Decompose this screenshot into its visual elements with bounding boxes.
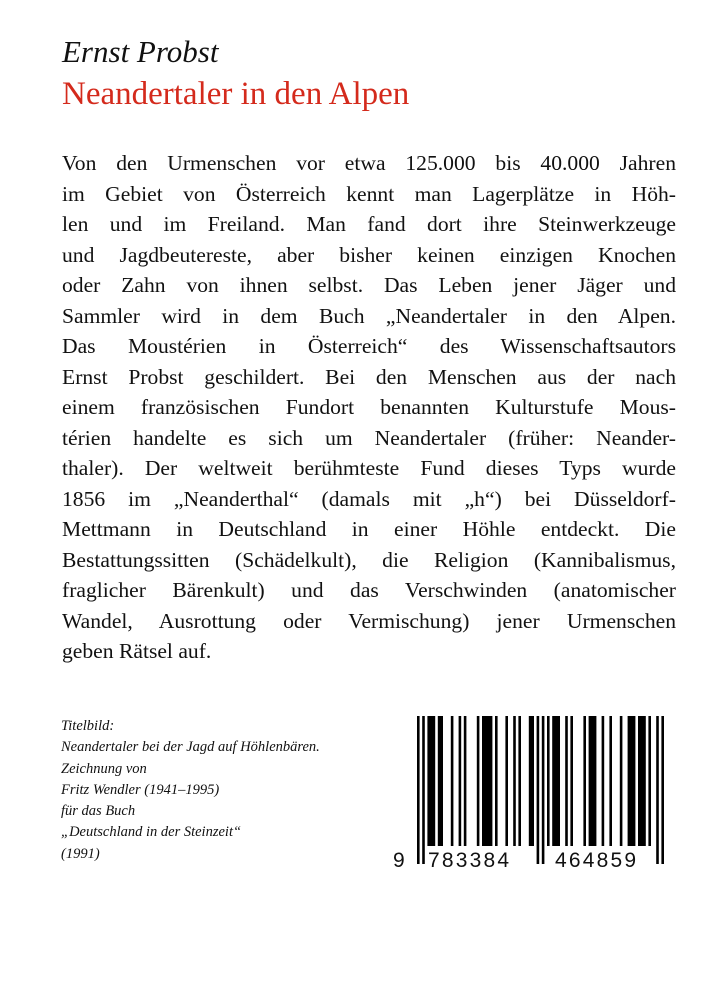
blurb-line: Bestattungssitten (Schädelkult), die Religion (Kannibalismus, bbox=[62, 547, 676, 572]
blurb-line: fraglicher Bärenkult) und das Verschwinden (anatomischer bbox=[62, 578, 676, 602]
barcode-bar bbox=[464, 716, 467, 846]
barcode-bar bbox=[628, 716, 636, 846]
barcode-bar bbox=[609, 716, 612, 846]
barcode-bar bbox=[477, 716, 480, 846]
barcode-bar bbox=[648, 716, 651, 846]
blurb-line: einem französischen Fundort benannten Kulturstufe Mous- bbox=[62, 395, 676, 419]
blurb-text bbox=[62, 148, 676, 667]
barcode-bar bbox=[570, 716, 573, 846]
credit-line: Titelbild: bbox=[61, 718, 115, 734]
barcode-bar bbox=[565, 716, 568, 846]
blurb-line: 1856 im „Neanderthal“ (damals mit „h“) bei Düsseldorf- bbox=[62, 486, 676, 511]
blurb-line: térien handelte es sich um Neandertaler (früher: Neander- bbox=[62, 425, 676, 450]
author-name: Ernst Probst bbox=[62, 34, 219, 69]
blurb-line: len und im Freiland. Man fand dort ihre Steinwerkzeuge bbox=[62, 212, 676, 236]
credit-line: Zeichnung von bbox=[61, 760, 147, 777]
barcode-bar bbox=[505, 716, 508, 846]
barcode-bar bbox=[495, 716, 498, 846]
barcode-guard-bar bbox=[417, 716, 420, 864]
book-title: Neandertaler in den Alpen bbox=[62, 76, 410, 112]
blurb-line: thaler). Der weltweit berühmteste Fund dieses Typs wurde bbox=[62, 456, 676, 480]
blurb-line: Wandel, Ausrottung oder Vermischung) jener Urmenschen bbox=[62, 608, 676, 633]
barcode-bar bbox=[547, 716, 550, 846]
barcode-right-digits: 464859 bbox=[555, 849, 639, 872]
blurb-line: geben Rätsel auf. bbox=[62, 639, 212, 663]
barcode-bar bbox=[482, 716, 492, 846]
blurb-line: Sammler wird in dem Buch „Neandertaler in den Alpen. bbox=[62, 303, 676, 328]
barcode-guard-bar bbox=[422, 716, 425, 864]
barcode-guard-bar bbox=[542, 716, 545, 864]
barcode-guard-bar bbox=[656, 716, 659, 864]
barcode-bar bbox=[602, 716, 605, 846]
blurb-line: oder Zahn von ihnen selbst. Das Leben jener Jäger und bbox=[62, 273, 676, 297]
credit-line: Neandertaler bei der Jagd auf Höhlenbären. bbox=[61, 739, 320, 756]
barcode-bar bbox=[451, 716, 454, 846]
barcode-guard-bar bbox=[661, 716, 664, 864]
credit-line: (1991) bbox=[61, 845, 100, 862]
barcode-prefix-digit: 9 bbox=[393, 849, 407, 872]
cover-image-credits bbox=[61, 716, 320, 865]
barcode-bar bbox=[427, 716, 435, 846]
isbn-barcode bbox=[393, 712, 683, 872]
blurb-line: Mettmann in Deutschland in einer Höhle entdeckt. Die bbox=[62, 517, 676, 541]
barcode-bar bbox=[552, 716, 560, 846]
credit-line: „Deutschland in der Steinzeit“ bbox=[61, 824, 242, 841]
barcode-bar bbox=[459, 716, 462, 846]
barcode-bar bbox=[583, 716, 586, 846]
barcode-guard-bar bbox=[537, 716, 540, 864]
barcode-bar bbox=[518, 716, 521, 846]
barcode-bar bbox=[620, 716, 623, 846]
barcode-bar bbox=[638, 716, 646, 846]
credit-line: Fritz Wendler (1941–1995) bbox=[61, 781, 220, 798]
barcode-bars bbox=[393, 712, 683, 872]
blurb-line: Das Moustérien in Österreich“ des Wissenschaftsautors bbox=[62, 334, 676, 358]
credit-line: für das Buch bbox=[61, 803, 136, 820]
blurb-line: Ernst Probst geschildert. Bei den Menschen aus der nach bbox=[62, 364, 676, 389]
barcode-bar bbox=[438, 716, 443, 846]
blurb-line: und Jagdbeutereste, aber bisher keinen einzigen Knochen bbox=[62, 242, 676, 267]
barcode-bar bbox=[529, 716, 534, 846]
barcode-left-digits: 783384 bbox=[428, 849, 512, 872]
blurb-line: im Gebiet von Österreich kennt man Lagerplätze in Höh- bbox=[62, 181, 676, 206]
blurb-line: Von den Urmenschen vor etwa 125.000 bis 40.000 Jahren bbox=[62, 151, 676, 175]
barcode-bar bbox=[513, 716, 516, 846]
barcode-bar bbox=[589, 716, 597, 846]
